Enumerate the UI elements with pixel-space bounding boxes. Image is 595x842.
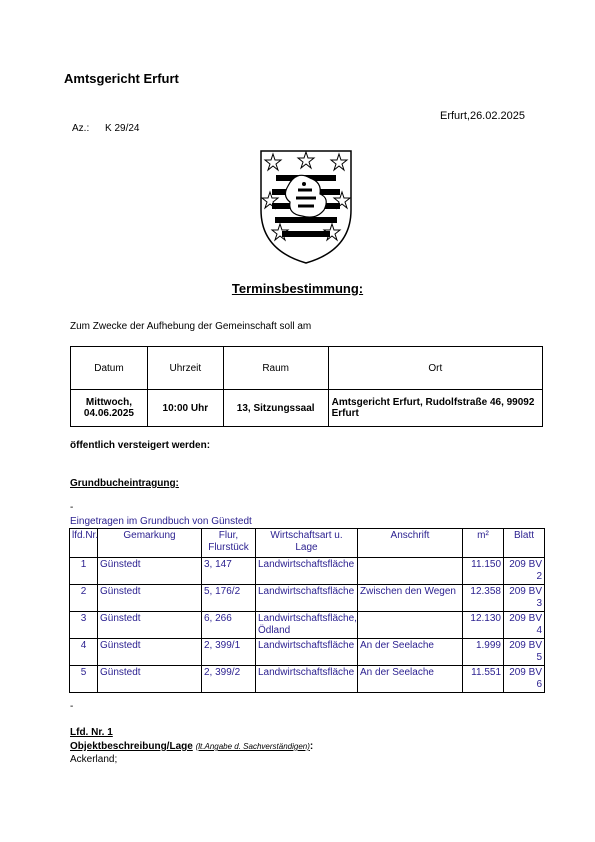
appointment-location: Amtsgericht Erfurt, Rudolfstraße 46, 99092 Erfurt [328, 390, 542, 427]
cell-number: 1 [70, 558, 98, 585]
table-row [70, 585, 545, 612]
table-row [70, 612, 545, 639]
cell-usage: Landwirtschaftsfläche [256, 558, 358, 585]
column-header: lfd.Nr. [70, 529, 98, 558]
cell-sheet: 209 BV 5 [504, 639, 545, 666]
cell-parcel: 2, 399/1 [202, 639, 256, 666]
column-header: m² [463, 529, 504, 558]
cell-area: 11.150 [463, 558, 504, 585]
cell-address [358, 558, 463, 585]
cell-number: 2 [70, 585, 98, 612]
object-description-heading [70, 741, 313, 752]
appointment-time: 10:00 Uhr [147, 390, 223, 427]
cell-parcel: 6, 266 [202, 612, 256, 639]
land-register-table [69, 528, 545, 693]
header-date: Datum [71, 347, 148, 390]
separator-dash: - [70, 502, 74, 513]
object-description-note: (lt.Angabe d. Sachverständigen) [195, 742, 310, 751]
header-room: Raum [223, 347, 328, 390]
page-title: Terminsbestimmung: [231, 281, 364, 296]
column-header: Wirtschaftsart u. Lage [256, 529, 358, 558]
table-row [70, 639, 545, 666]
file-number-label: Az.: [72, 123, 90, 134]
cell-district: Günstedt [98, 558, 202, 585]
cell-number: 3 [70, 612, 98, 639]
header-location: Ort [328, 347, 542, 390]
land-register-subtitle: Eingetragen im Grundbuch von Günstedt [70, 516, 252, 527]
cell-number: 5 [70, 666, 98, 693]
appointment-header-row [71, 347, 543, 390]
column-header: Anschrift [358, 529, 463, 558]
column-header: Flur, Flurstück [202, 529, 256, 558]
cell-number: 4 [70, 639, 98, 666]
cell-district: Günstedt [98, 639, 202, 666]
cell-parcel: 2, 399/2 [202, 666, 256, 693]
cell-address: An der Seelache [358, 639, 463, 666]
intro-text: Zum Zwecke der Aufhebung der Gemeinschaft soll am [70, 321, 312, 332]
cell-usage: Landwirtschaftsfläche [256, 666, 358, 693]
cell-area: 1.999 [463, 639, 504, 666]
cell-address [358, 612, 463, 639]
city-date: Erfurt,26.02.2025 [440, 110, 526, 122]
cell-address: An der Seelache [358, 666, 463, 693]
cell-usage: Landwirtschaftsfläche [256, 585, 358, 612]
object-usage: Ackerland; [70, 754, 118, 765]
object-description-colon: : [309, 741, 314, 752]
cell-usage: Landwirtschaftsfläche [256, 639, 358, 666]
header-time: Uhrzeit [147, 347, 223, 390]
auction-text: öffentlich versteigert werden: [70, 440, 211, 451]
court-name: Amtsgericht Erfurt [64, 71, 179, 86]
cell-usage: Landwirtschaftsfläche, Ödland [256, 612, 358, 639]
cell-sheet: 209 BV 3 [504, 585, 545, 612]
cell-area: 12.130 [463, 612, 504, 639]
land-register-heading: Grundbucheintragung: [70, 478, 179, 489]
cell-area: 11.551 [463, 666, 504, 693]
cell-parcel: 3, 147 [202, 558, 256, 585]
cell-district: Günstedt [98, 585, 202, 612]
cell-area: 12.358 [463, 585, 504, 612]
separator-dash: - [70, 701, 74, 712]
cell-parcel: 5, 176/2 [202, 585, 256, 612]
cell-district: Günstedt [98, 612, 202, 639]
table-row [70, 558, 545, 585]
appointment-table [70, 346, 543, 427]
cell-sheet: 209 BV 4 [504, 612, 545, 639]
column-header: Gemarkung [98, 529, 202, 558]
file-number: K 29/24 [105, 123, 140, 134]
object-description-title: Objektbeschreibung/Lage [70, 741, 193, 752]
appointment-value-row [71, 390, 543, 427]
table-row [70, 666, 545, 693]
thuringia-coat-of-arms-icon [258, 148, 354, 266]
cell-district: Günstedt [98, 666, 202, 693]
cell-address: Zwischen den Wegen [358, 585, 463, 612]
appointment-date: Mittwoch, 04.06.2025 [71, 390, 148, 427]
appointment-room: 13, Sitzungssaal [223, 390, 328, 427]
item-number: Lfd. Nr. 1 [70, 727, 113, 738]
cell-sheet: 209 BV 2 [504, 558, 545, 585]
column-header: Blatt [504, 529, 545, 558]
land-register-header-row [70, 529, 545, 558]
cell-sheet: 209 BV 6 [504, 666, 545, 693]
